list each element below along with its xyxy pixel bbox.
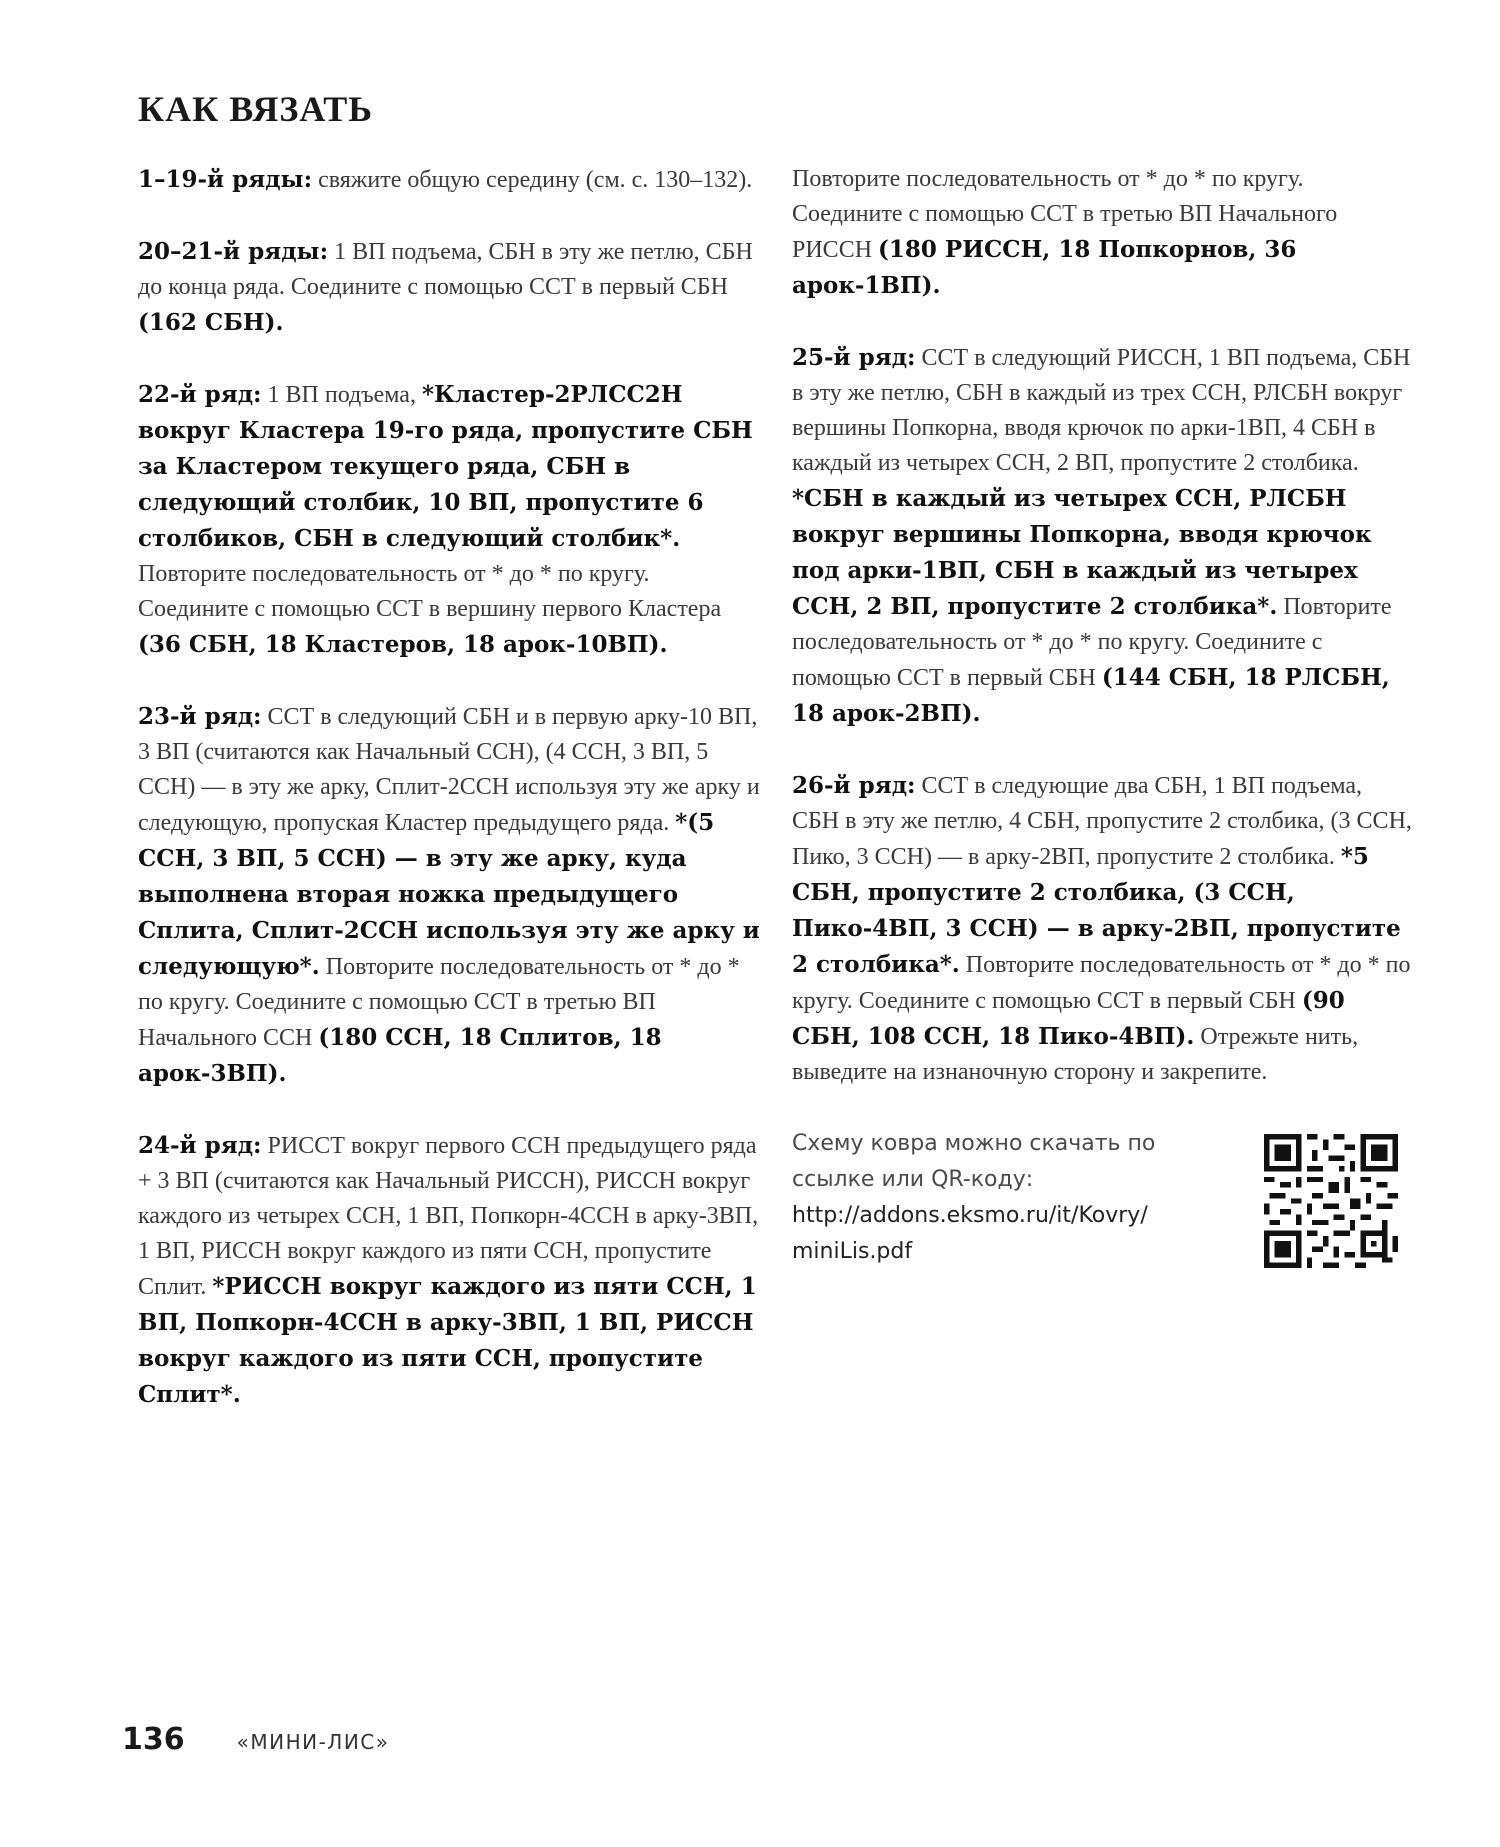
- row-instruction: [792, 162, 1412, 304]
- row-instruction: [138, 162, 762, 198]
- row-text: 1 ВП подъема, СБН в эту же петлю, СБН до конца ряда. Соедините с помощью ССТ в первый СБН: [138, 239, 753, 300]
- left-column: [138, 162, 762, 1449]
- repeat-sequence: *СБН в каждый из четырех ССН, РЛСБН вокруг вершины Попкорна, вводя крючок под арки-1ВП, СБН в каждый из четырех ССН, 2 ВП, пропустите 2 столбика*.: [792, 485, 1372, 620]
- row-label: 25-й ряд:: [792, 344, 916, 371]
- row-text: ССТ в следующий РИССН, 1 ВП подъема, СБН в эту же петлю, СБН в каждый из трех ССН, РЛСБН вокруг вершины Попкорна, вводя крючок по арки-1ВП, 4 СБН в каждый из четырех ССН, 2 ВП, пропустите 2 столбика.: [792, 345, 1411, 476]
- stitch-count: (162 СБН).: [138, 309, 284, 336]
- row-tail: Повторите последовательность от * до * по кругу. Соедините с помощью ССТ в первый СБН: [792, 594, 1392, 691]
- row-label: 22-й ряд:: [138, 381, 262, 408]
- running-title: «МИНИ-ЛИС»: [236, 1730, 390, 1754]
- row-text: Повторите последовательность от * до * по кругу. Соедините с помощью ССТ в третью ВП Начального РИССН: [792, 166, 1338, 263]
- row-instruction: [138, 377, 762, 663]
- row-label: 24-й ряд:: [138, 1132, 262, 1159]
- page-footer: [122, 1722, 390, 1757]
- repeat-sequence: *Кластер-2РЛСС2Н вокруг Кластера 19-го ряда, пропустите СБН за Кластером текущего ряда, СБН в следующий столбик, 10 ВП, пропустите 6 столбиков, СБН в следующий столбик*.: [138, 381, 753, 552]
- row-text: ССТ в следующие два СБН, 1 ВП подъема, СБН в эту же петлю, 4 СБН, пропустите 2 столбика, (3 ССН, Пико, 3 ССН) — в арку-2ВП, пропустите 2 столбика.: [792, 773, 1412, 870]
- page-number: 136: [122, 1722, 185, 1757]
- stitch-count: (180 РИССН, 18 Попкорнов, 36 арок-1ВП).: [792, 236, 1297, 299]
- row-text: ССТ в следующий СБН и в первую арку-10 ВП, 3 ВП (считаются как Начальный ССН), (4 ССН, 3 ВП, 5 ССН) — в эту же арку, Сплит-2ССН используя эту же арку и следующую, пропуская Кластер предыдущего ряда.: [138, 704, 760, 836]
- row-instruction: [138, 1128, 762, 1413]
- row-label: 26-й ряд:: [792, 772, 916, 799]
- row-instruction: [792, 340, 1412, 732]
- qr-caption-block: [792, 1126, 1192, 1270]
- row-instruction: [792, 768, 1412, 1090]
- right-column: [792, 162, 1412, 1286]
- row-label: 1–19-й ряды:: [138, 166, 313, 193]
- repeat-sequence: *РИССН вокруг каждого из пяти ССН, 1 ВП, Попкорн-4ССН в арку-3ВП, 1 ВП, РИССН вокруг каждого из пяти ССН, пропустите Сплит*.: [138, 1273, 757, 1408]
- row-label: 23-й ряд:: [138, 703, 262, 730]
- row-tail: Повторите последовательность от * до * по кругу. Соедините с помощью ССТ в третью ВП Начального ССН: [138, 954, 740, 1051]
- stitch-count: (144 СБН, 18 РЛСБН, 18 арок-2ВП).: [792, 664, 1390, 727]
- qr-caption: Схему ковра можно скачать по ссылке или QR-коду:: [792, 1131, 1156, 1192]
- row-tail: Повторите последовательность от * до * по кругу. Соедините с помощью ССТ в вершину первого Кластера: [138, 561, 722, 622]
- repeat-sequence: *5 СБН, пропустите 2 столбика, (3 ССН, Пико-4ВП, 3 ССН) — в арку-2ВП, пропустите 2 столбика*.: [792, 843, 1401, 978]
- stitch-count: (36 СБН, 18 Кластеров, 18 арок-10ВП).: [138, 631, 668, 658]
- qr-code-icon[interactable]: [1264, 1134, 1398, 1268]
- row-text: 1 ВП подъема,: [261, 382, 422, 408]
- row-tail: Повторите последовательность от * до * по кругу. Соедините с помощью ССТ в первый СБН: [792, 952, 1411, 1014]
- download-link-line1: http://addons.eksmo.ru/it/Kovry/: [792, 1203, 1148, 1228]
- qr-block: [792, 1126, 1412, 1286]
- download-link[interactable]: [792, 1198, 1192, 1270]
- row-instruction: [138, 699, 762, 1092]
- repeat-sequence: *(5 ССН, 3 ВП, 5 ССН) — в эту же арку, куда выполнена вторая ножка предыдущего Сплита, Сплит-2ССН используя эту же арку и следующую*.: [138, 809, 760, 980]
- row-instruction: [138, 234, 762, 341]
- row-text: свяжите общую середину (см. с. 130–132).: [312, 167, 753, 193]
- stitch-count: (180 ССН, 18 Сплитов, 18 арок-3ВП).: [138, 1024, 662, 1087]
- finishing-text: Отрежьте нить, выведите на изнаночную сторону и закрепите.: [792, 1024, 1359, 1085]
- row-label: 20–21-й ряды:: [138, 238, 329, 265]
- page-heading: КАК ВЯЗАТЬ: [138, 89, 374, 129]
- stitch-count: (90 СБН, 108 ССН, 18 Пико-4ВП).: [792, 987, 1345, 1050]
- row-text: РИССТ вокруг первого ССН предыдущего ряда + 3 ВП (считаются как Начальный РИССН), РИССН вокруг каждого из четырех ССН, 1 ВП, Попкорн-4ССН в арку-3ВП, 1 ВП, РИССН вокруг каждого из пяти ССН, пропустите Сплит.: [138, 1133, 759, 1300]
- download-link-line2: miniLis.pdf: [792, 1239, 913, 1264]
